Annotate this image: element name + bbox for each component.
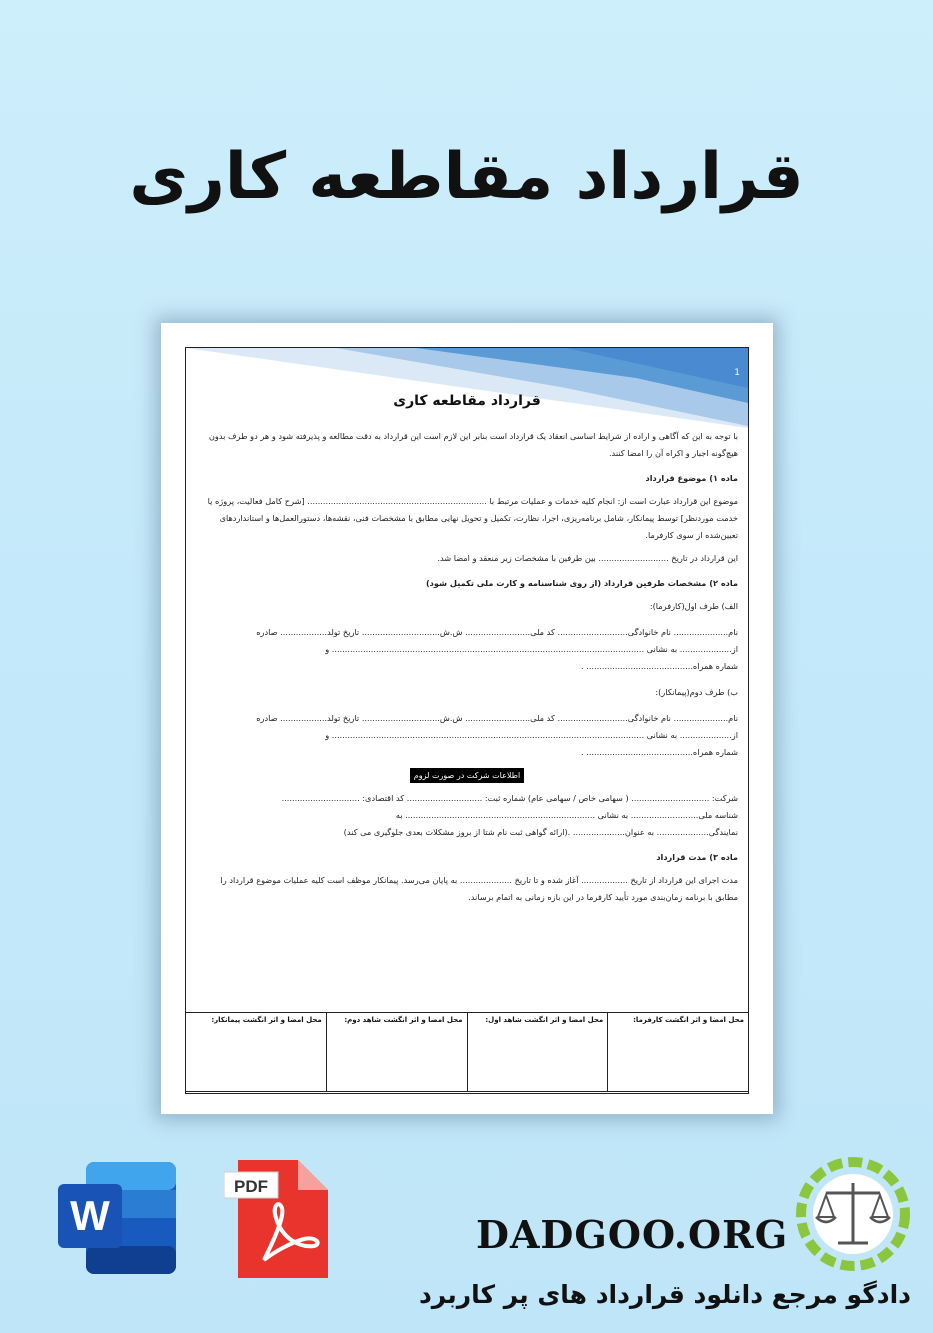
signature-table	[186, 1012, 748, 1092]
pdf-icon[interactable]	[224, 1160, 328, 1278]
hero-title: قرارداد مقاطعه کاری	[129, 140, 804, 214]
article3-text: مدت اجرای این قرارداد از تاریخ .................. آغاز شده و تا تاریخ .................... به پایان می‌رسد. پیمانکار موظف است کلیه عملیات موضوع قرارداد را مطابق با برنامه زمان‌بندی مورد تأیید کارفرما در این بازه زمانی به اتمام برساند.	[220, 875, 738, 902]
partyA-label: الف) طرف اول(کارفرما):	[649, 601, 738, 611]
pdf-label: PDF	[234, 1177, 268, 1196]
company-line3: نمایندگی.................... به عنوان.................... .(ارائه گواهی ثبت نام شتا از بروز مشکلات بعدی جلوگیری می کند)	[343, 827, 738, 837]
document-title: قرارداد مقاطعه کاری	[393, 393, 541, 409]
partyA-line3: شماره همراه......................................... .	[581, 661, 738, 671]
partyA-line1: نام..................... نام خانوادگی........................... کد ملی......................... ش.ش.............................. تاریخ تولد.................. صادره	[256, 627, 738, 637]
article1-text: موضوع این قرارداد عبارت است از: انجام کلیه خدمات و عملیات مرتبط با ..................................................................... [شرح کامل فعالیت، پروژه یا خدمت موردنظر] توسط پیمانکار، شامل برنامه‌ریزی، اجرا، نظارت، تکمیل و تحویل نهایی مطابق با مشخصات فنی، نقشه‌ها، دستورالعمل‌ها و استانداردهای تعیین‌شده از سوی کارفرما.	[207, 496, 738, 540]
company-line2: شناسه ملی.......................... به نشانی ......................................................................... به	[395, 810, 738, 820]
tagline: دادگو مرجع دانلود قرارداد های پر کاربرد	[418, 1280, 911, 1309]
intro-paragraph: با توجه به این که آگاهی و اراده از شرایط اساسی انعقاد یک قرارداد است بنابر این لازم است این قرارداد به دقت مطالعه و پذیرفته شود و هر دو طرف بدون هیچ‌گونه اجبار و اکراه آن را امضا کنند.	[208, 431, 738, 458]
word-letter: W	[70, 1192, 110, 1239]
signature-cell-contractor: محل امضا و اثر انگشت پیمانکار:	[211, 1016, 322, 1024]
signature-cell-employer: محل امضا و اثر انگشت کارفرما:	[607, 1013, 748, 1091]
article2-heading: ماده ۲) مشخصات طرفین قرارداد (از روی شناسنامه و کارت ملی تکمیل شود)	[425, 578, 738, 588]
partyB-label: ب) طرف دوم(پیمانکار):	[655, 687, 738, 697]
word-icon[interactable]	[58, 1162, 176, 1274]
document-preview	[161, 323, 773, 1114]
dadgoo-logo	[788, 1155, 918, 1273]
partyA-line2: از.................... به نشانی ........................................................................................................................ و	[325, 644, 738, 654]
article1-heading: ماده ۱) موضوع قرارداد	[645, 473, 738, 483]
document-frame	[185, 347, 749, 1094]
article3-heading: ماده ۳) مدت قرارداد	[656, 852, 738, 862]
header-banner	[186, 348, 748, 428]
document-body	[196, 428, 738, 906]
site-name[interactable]: DADGOO.ORG	[476, 1212, 789, 1257]
article1-date: این قرارداد در تاریخ ........................... بین طرفین با مشخصات زیر منعقد و امضا شد.	[437, 553, 738, 563]
company-line1: شرکت: .............................. ( سهامی خاص / سهامی عام) شماره ثبت: ............................. کد اقتصادی: ..............................	[281, 793, 738, 803]
signature-cell-witness2: محل امضا و اثر انگشت شاهد دوم:	[326, 1013, 467, 1091]
partyB-line2: از.................... به نشانی ........................................................................................................................ و	[325, 730, 738, 740]
signature-cell-witness1: محل امضا و اثر انگشت شاهد اول:	[467, 1013, 608, 1091]
partyB-line1: نام..................... نام خانوادگی........................... کد ملی......................... ش.ش.............................. تاریخ تولد.................. صادره	[256, 713, 738, 723]
company-info-header: اطلاعات شرکت در صورت لزوم	[410, 768, 524, 783]
partyB-line3: شماره همراه......................................... .	[581, 747, 738, 757]
page-number: 1	[734, 368, 740, 378]
